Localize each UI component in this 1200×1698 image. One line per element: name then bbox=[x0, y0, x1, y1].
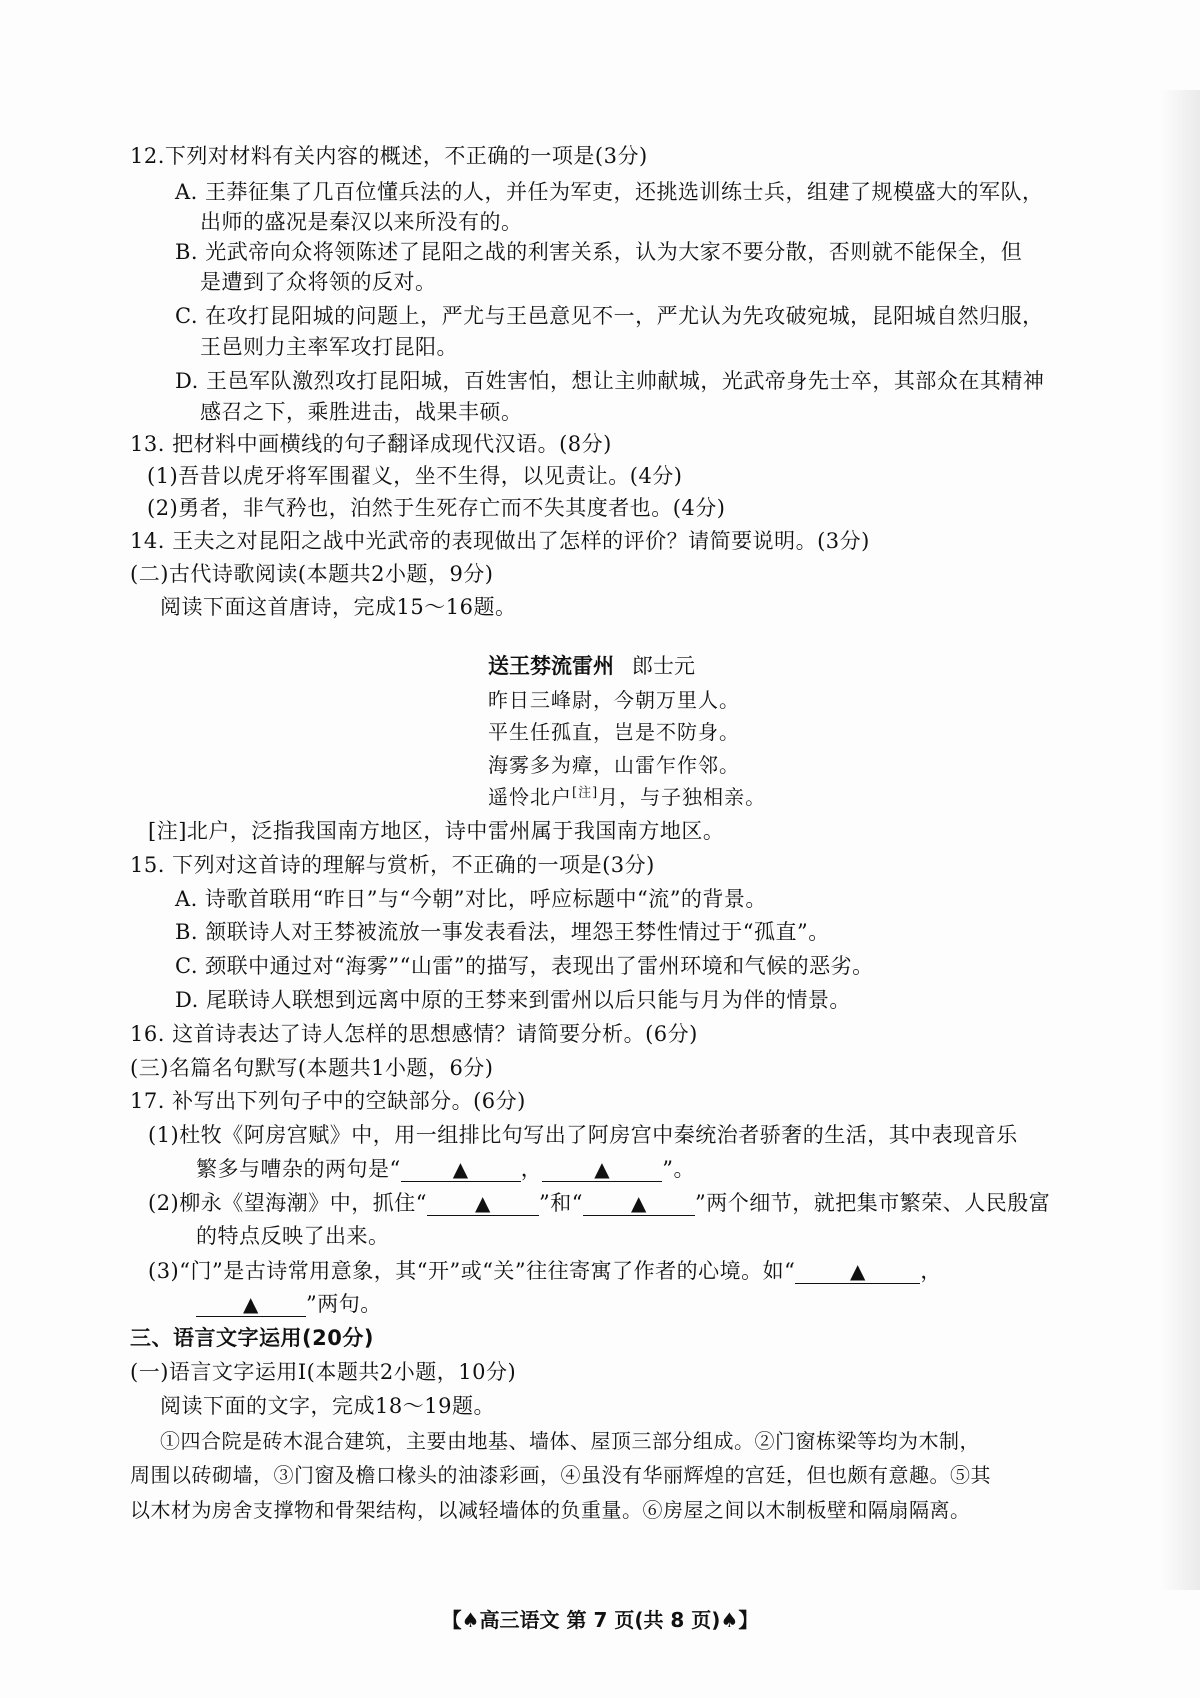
q17-s2-text-end: ”两个细节，就把集市繁荣、人民殷富 bbox=[694, 1191, 1051, 1215]
q17-s3-text-end: ”两句。 bbox=[306, 1292, 382, 1316]
blank-marker: ▲ bbox=[594, 1157, 611, 1181]
answer-blank-5[interactable] bbox=[795, 1259, 920, 1284]
section-2-heading: (二)古代诗歌阅读(本题共2小题，9分) bbox=[130, 562, 494, 586]
poem-note: [注]北户，泛指我国南方地区，诗中雷州属于我国南方地区。 bbox=[148, 819, 725, 843]
q17-s1-text-start: 繁多与嘈杂的两句是“ bbox=[196, 1157, 401, 1181]
passage-line-2: 周围以砖砌墙，③门窗及檐口椽头的油漆彩画，④虽没有华丽辉煌的宫廷，但也颇有意趣。⑤其 bbox=[130, 1463, 991, 1487]
blank-marker: ▲ bbox=[631, 1191, 647, 1215]
q17-stem: 17. 补写出下列句子中的空缺部分。(6分) bbox=[130, 1089, 526, 1113]
page-footer: 【♠高三语文 第 7 页(共 8 页)♠】 bbox=[441, 1608, 759, 1632]
poem-author: 郎士元 bbox=[632, 654, 695, 678]
answer-blank-2[interactable] bbox=[542, 1157, 662, 1182]
q12-option-d-line2: 感召之下，乘胜进击，战果丰硕。 bbox=[200, 400, 523, 424]
q12-option-a-line2: 出师的盛况是秦汉以来所没有的。 bbox=[200, 210, 523, 234]
answer-blank-6[interactable] bbox=[196, 1292, 306, 1317]
poem-line-4-end: 月，与子独相亲。 bbox=[598, 785, 767, 809]
poem-line-3: 海雾多为瘴，山雷乍作邻。 bbox=[488, 753, 740, 777]
part-3-heading: 三、语言文字运用(20分) bbox=[130, 1326, 374, 1350]
poem-title: 送王棼流雷州 bbox=[488, 654, 614, 678]
q15-stem: 15. 下列对这首诗的理解与赏析，不正确的一项是(3分) bbox=[130, 853, 655, 877]
answer-blank-1[interactable] bbox=[401, 1157, 521, 1182]
q12-option-c-line1: C. 在攻打昆阳城的问题上，严尤与王邑意见不一，严尤认为先攻破宛城，昆阳城自然归服， bbox=[175, 304, 1044, 328]
q17-s2-text-mid: ”和“ bbox=[538, 1191, 583, 1215]
blank-marker: ▲ bbox=[452, 1157, 469, 1181]
q15-option-d: D. 尾联诗人联想到远离中原的王棼来到雷州以后只能与月为伴的情景。 bbox=[175, 988, 851, 1012]
q17-s3-text-comma: ， bbox=[920, 1259, 942, 1283]
q12-option-c-line2: 王邑则力主率军攻打昆阳。 bbox=[200, 335, 458, 359]
q17-sentence-1-line2 bbox=[196, 1155, 695, 1183]
q13-sentence-1: (1)吾昔以虎牙将军围翟义，坐不生得，以见责让。(4分) bbox=[147, 464, 683, 488]
blank-marker: ▲ bbox=[849, 1259, 866, 1283]
q17-sentence-3-line2 bbox=[196, 1290, 382, 1318]
q17-s3-text-start: (3)“门”是古诗常用意象，其“开”或“关”往往寄寓了作者的心境。如“ bbox=[148, 1259, 796, 1283]
section-3-heading: (三)名篇名句默写(本题共1小题，6分) bbox=[130, 1056, 494, 1080]
answer-blank-4[interactable] bbox=[583, 1191, 695, 1216]
q15-option-c: C. 颈联中通过对“海雾”“山雷”的描写，表现出了雷州环境和气候的恶劣。 bbox=[175, 954, 874, 978]
q17-s1-text-mid: ， bbox=[520, 1157, 543, 1181]
q13-sentence-2: (2)勇者，非气矜也，泊然于生死存亡而不失其度者也。(4分) bbox=[147, 496, 726, 520]
poem-title-row bbox=[488, 652, 695, 680]
q12-option-d-line1: D. 王邑军队激烈攻打昆阳城，百姓害怕，想让主帅献城，光武帝身先士卒，其部众在其精神 bbox=[175, 369, 1045, 393]
q15-option-b: B. 颔联诗人对王棼被流放一事发表看法，埋怨王棼性情过于“孤直”。 bbox=[175, 920, 830, 944]
poem-line-2: 平生任孤直，岂是不防身。 bbox=[488, 720, 740, 744]
section-2-intro: 阅读下面这首唐诗，完成15～16题。 bbox=[160, 595, 517, 619]
passage-line-1: ①四合院是砖木混合建筑，主要由地基、墙体、屋顶三部分组成。②门窗栋梁等均为木制， bbox=[160, 1429, 980, 1453]
scan-edge-shadow bbox=[1160, 90, 1200, 1590]
answer-blank-3[interactable] bbox=[427, 1191, 539, 1216]
poem-line-1: 昨日三峰尉，今朝万里人。 bbox=[488, 688, 740, 712]
q17-s1-text-end: ”。 bbox=[662, 1157, 695, 1181]
q17-sentence-2-line2: 的特点反映了出来。 bbox=[196, 1224, 390, 1248]
blank-marker: ▲ bbox=[475, 1191, 491, 1215]
q12-stem: 12.下列对材料有关内容的概述，不正确的一项是(3分) bbox=[130, 144, 648, 168]
q17-s2-text-start: (2)柳永《望海潮》中，抓住“ bbox=[148, 1191, 427, 1215]
poem-line-4 bbox=[488, 783, 766, 811]
q13-stem: 13. 把材料中画横线的句子翻译成现代汉语。(8分) bbox=[130, 432, 612, 456]
q16-stem: 16. 这首诗表达了诗人怎样的思想感情？请简要分析。(6分) bbox=[130, 1022, 698, 1046]
q12-option-a-line1: A. 王莽征集了几百位懂兵法的人，并任为军吏，还挑选训练士兵，组建了规模盛大的军队， bbox=[175, 180, 1044, 204]
passage-line-3: 以木材为房舍支撑物和骨架结构，以减轻墙体的负重量。⑥房屋之间以木制板壁和隔扇隔离。 bbox=[130, 1498, 971, 1522]
part-3-intro: 阅读下面的文字，完成18～19题。 bbox=[160, 1394, 495, 1418]
poem-note-marker: [注] bbox=[572, 785, 599, 801]
q12-option-b-line1: B. 光武帝向众将领陈述了昆阳之战的利害关系，认为大家不要分散，否则就不能保全，但 bbox=[175, 240, 1023, 264]
q15-option-a: A. 诗歌首联用“昨日”与“今朝”对比，呼应标题中“流”的背景。 bbox=[175, 887, 767, 911]
blank-marker: ▲ bbox=[243, 1292, 259, 1316]
poem-line-4-start: 遥怜北户 bbox=[488, 785, 572, 809]
q12-option-b-line2: 是遭到了众将领的反对。 bbox=[200, 270, 437, 294]
q17-sentence-2-line1 bbox=[148, 1189, 1050, 1217]
q17-sentence-1-line1: (1)杜牧《阿房宫赋》中，用一组排比句写出了阿房宫中秦统治者骄奢的生活，其中表现音乐 bbox=[148, 1123, 1018, 1147]
q14-stem: 14. 王夫之对昆阳之战中光武帝的表现做出了怎样的评价？请简要说明。(3分) bbox=[130, 529, 870, 553]
part-3-subheading: (一)语言文字运用Ⅰ(本题共2小题，10分) bbox=[130, 1360, 517, 1384]
q17-sentence-3-line1 bbox=[148, 1257, 942, 1285]
